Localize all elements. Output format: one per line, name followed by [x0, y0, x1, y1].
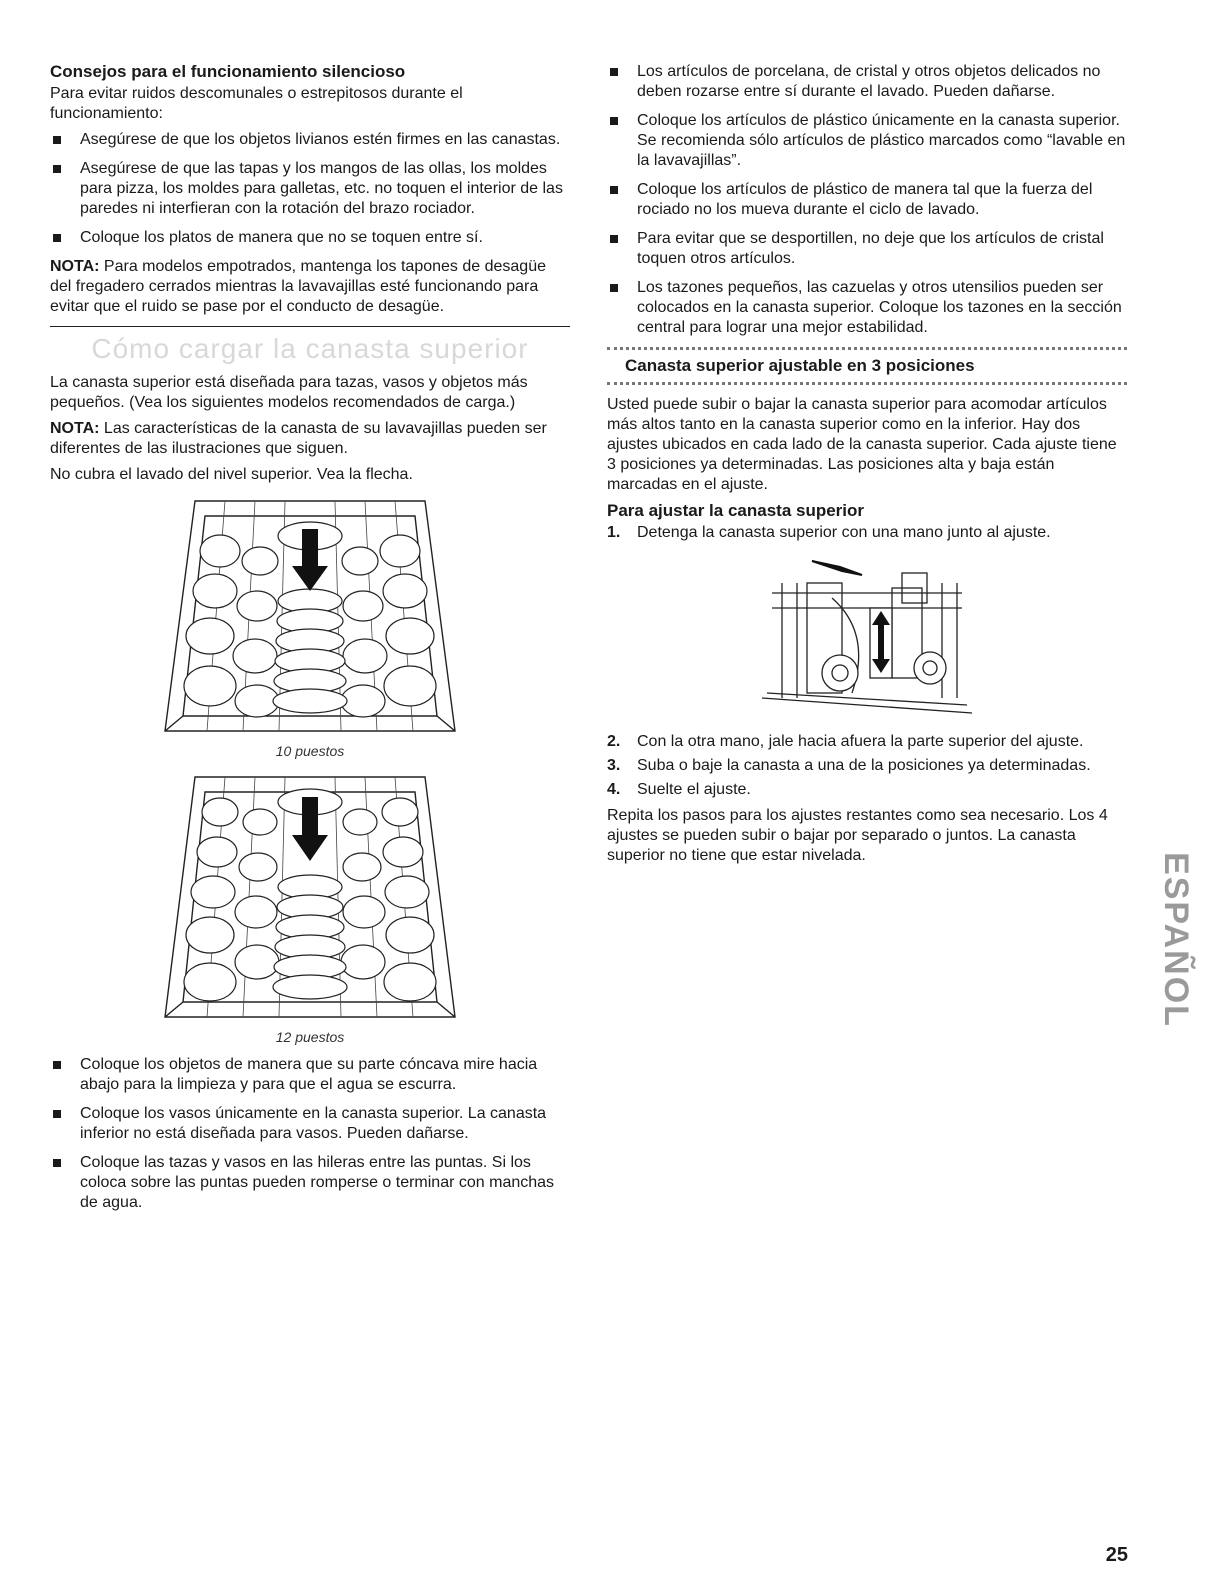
list-item [607, 780, 1127, 800]
list-item: Coloque los platos de manera que no se toquen entre sí. [50, 228, 570, 248]
adjust-intro: Usted puede subir o bajar la canasta superior para acomodar artículos más altos tanto en la canasta superior como en la inferior. Hay dos ajustes ubicados en cada lado de la canasta superior. Cada ajuste tiene 3 posiciones ya determinadas. Las posiciones alta y baja están marcadas en el ajuste. [607, 396, 1117, 493]
care-bullet-list [607, 62, 1127, 338]
list-item: Los tazones pequeños, las cazuelas y otros utensilios pueden ser colocados en la canasta superior. Coloque los tazones en la sección central para lograr una mejor estabilidad. [607, 278, 1127, 338]
repeat-text: Repita los pasos para los ajustes restantes como sea necesario. Los 4 ajustes se pueden subir o bajar por separado o juntos. La canasta superior no tiene que estar nivelada. [607, 807, 1108, 864]
note-label: NOTA: [50, 258, 100, 275]
list-item: Coloque los artículos de plástico de manera tal que la fuerza del rociado no los mueva durante el ciclo de lavado. [607, 180, 1127, 220]
page-number: 25 [1105, 1544, 1128, 1566]
list-item: Para evitar que se desportillen, no deje que los artículos de cristal toquen otros artículos. [607, 229, 1127, 269]
list-item: Asegúrese de que los objetos livianos estén firmes en las canastas. [50, 130, 570, 150]
section-divider [50, 326, 570, 327]
step-text: Con la otra mano, jale hacia afuera la parte superior del ajuste. [637, 733, 1084, 750]
section-title: Cómo cargar la canasta superior [91, 333, 529, 364]
list-item: Coloque los vasos únicamente en la canasta superior. La canasta inferior no está diseñada para vasos. Pueden dañarse. [50, 1104, 570, 1144]
list-item [607, 523, 1127, 543]
language-side-tab [1140, 820, 1195, 1060]
quiet-intro: Para evitar ruidos descomunales o estrepitosos durante el funcionamiento: [50, 85, 463, 122]
caption-12: 12 puestos [275, 1029, 345, 1045]
right-column [607, 62, 1127, 872]
quiet-heading: Consejos para el funcionamiento silencioso [50, 62, 406, 81]
load-bullet-list [50, 1055, 570, 1213]
list-item: Coloque los objetos de manera que su parte cóncava mire hacia abajo para la limpieza y para que el agua se escurra. [50, 1055, 570, 1095]
adjust-heading: Canasta superior ajustable en 3 posiciones [625, 356, 975, 375]
list-item: Asegúrese de que las tapas y los mangos de las ollas, los moldes para pizza, los moldes para galletas, etc. no toquen el interior de las paredes ni interfieran con la rotación del brazo rociador. [50, 159, 570, 219]
quiet-bullet-list [50, 130, 570, 248]
left-column [50, 62, 570, 1222]
step-text: Detenga la canasta superior con una mano junto al ajuste. [637, 524, 1051, 541]
step-1 [607, 523, 1127, 543]
steps-list [607, 732, 1127, 800]
figure-adjuster [607, 553, 1127, 718]
side-tab-label: ESPAÑOL [1157, 852, 1195, 1028]
step-number: 4. [607, 781, 621, 798]
quiet-note [50, 257, 570, 317]
pointer-arrow-icon [812, 561, 862, 575]
note-text: Para modelos empotrados, mantenga los tapones de desagüe del fregadero cerrados mientras la lavavajillas esté funcionando para evitar que el ruido se pase por el conducto de desagüe. [50, 258, 546, 315]
step-text: Suelte el ajuste. [637, 781, 751, 798]
dotted-divider-top [607, 347, 1127, 350]
list-item: Coloque los artículos de plástico únicamente en la canasta superior. Se recomienda sólo artículos de plástico marcados como “lavable en la lavavajillas”. [607, 111, 1127, 171]
list-item: Los artículos de porcelana, de cristal y otros objetos delicados no deben rozarse entre sí durante el lavado. Pueden dañarse. [607, 62, 1127, 102]
list-item: Coloque las tazas y vasos en las hileras entre las puntas. Si los coloca sobre las puntas pueden romperse o terminar con manchas de agua. [50, 1153, 570, 1213]
rack-adjuster-illustration [752, 553, 982, 718]
note-label: NOTA: [50, 420, 100, 437]
step-number: 1. [607, 524, 621, 541]
step-number: 2. [607, 733, 621, 750]
load-note [50, 419, 570, 459]
dotted-divider-bottom [607, 382, 1127, 385]
list-item [607, 756, 1127, 776]
step-text: Suba o baje la canasta a una de la posiciones ya determinadas. [637, 757, 1091, 774]
list-item [607, 732, 1127, 752]
rack-12-place-illustration [165, 767, 455, 1027]
figure-10-place [50, 491, 570, 759]
rack-10-place-illustration [165, 491, 455, 741]
steps-heading: Para ajustar la canasta superior [607, 501, 865, 520]
load-intro: La canasta superior está diseñada para tazas, vasos y objetos más pequeños. (Vea los siguientes modelos recomendados de carga.) [50, 374, 528, 411]
caption-10: 10 puestos [275, 743, 345, 759]
figure-12-place [50, 767, 570, 1045]
step-number: 3. [607, 757, 621, 774]
note-text: Las características de la canasta de su lavavajillas pueden ser diferentes de las ilustraciones que siguen. [50, 420, 547, 457]
load-arrow-text: No cubra el lavado del nivel superior. Vea la flecha. [50, 466, 413, 483]
